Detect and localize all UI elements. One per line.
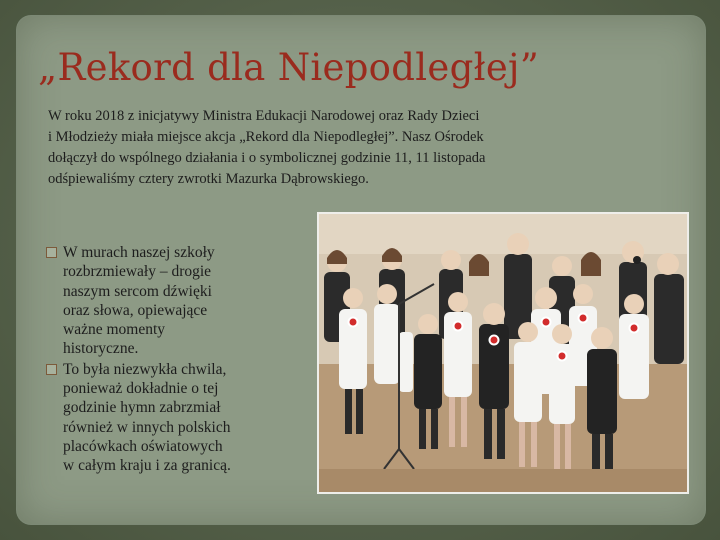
- bullet-line: w całym kraju i za granicą.: [63, 457, 231, 475]
- intro-line: odśpiewaliśmy cztery zwrotki Mazurka Dąbrowskiego.: [48, 171, 369, 187]
- bullet-line: oraz słowa, opiewające: [63, 301, 208, 319]
- slide-title: „Rekord dla Niepodległej”: [38, 46, 540, 89]
- bullet-line: W murach naszej szkoły: [63, 244, 215, 261]
- bullet-text: [63, 243, 215, 359]
- bullet-line: historyczne.: [63, 340, 139, 358]
- bullet-line: ponieważ dokładnie o tej: [63, 380, 219, 398]
- bullet-line: To była niezwykła chwila,: [63, 360, 227, 378]
- bullet-line: również w innych polskich: [63, 418, 231, 436]
- bullet-list: [46, 243, 310, 477]
- square-bullet-icon: [46, 247, 57, 258]
- bullet-line: ważne momenty: [63, 321, 166, 339]
- choir-photo-illustration: [319, 214, 687, 492]
- intro-line: W roku 2018 z inicjatywy Ministra Edukacji Narodowej oraz Rady Dzieci: [48, 108, 480, 124]
- intro-line: i Młodzieży miała miejsce akcja „Rekord dla Niepodległej”. Nasz Ośrodek: [48, 129, 484, 145]
- intro-paragraph: [48, 106, 648, 190]
- bullet-text: [63, 360, 231, 476]
- bullet-item: [46, 243, 310, 359]
- bullet-line: godzinie hymn zabrzmiał: [63, 399, 221, 417]
- intro-line: dołączył do wspólnego działania i o symbolicznej godzinie 11, 11 listopada: [48, 150, 486, 166]
- bullet-line: rozbrzmiewały – drogie: [63, 263, 212, 281]
- bullet-line: naszym sercom dźwięki: [63, 282, 212, 300]
- choir-photo: [317, 212, 689, 494]
- bullet-item: [46, 360, 310, 476]
- bullet-line: placówkach oświatowych: [63, 437, 223, 455]
- square-bullet-icon: [46, 364, 57, 375]
